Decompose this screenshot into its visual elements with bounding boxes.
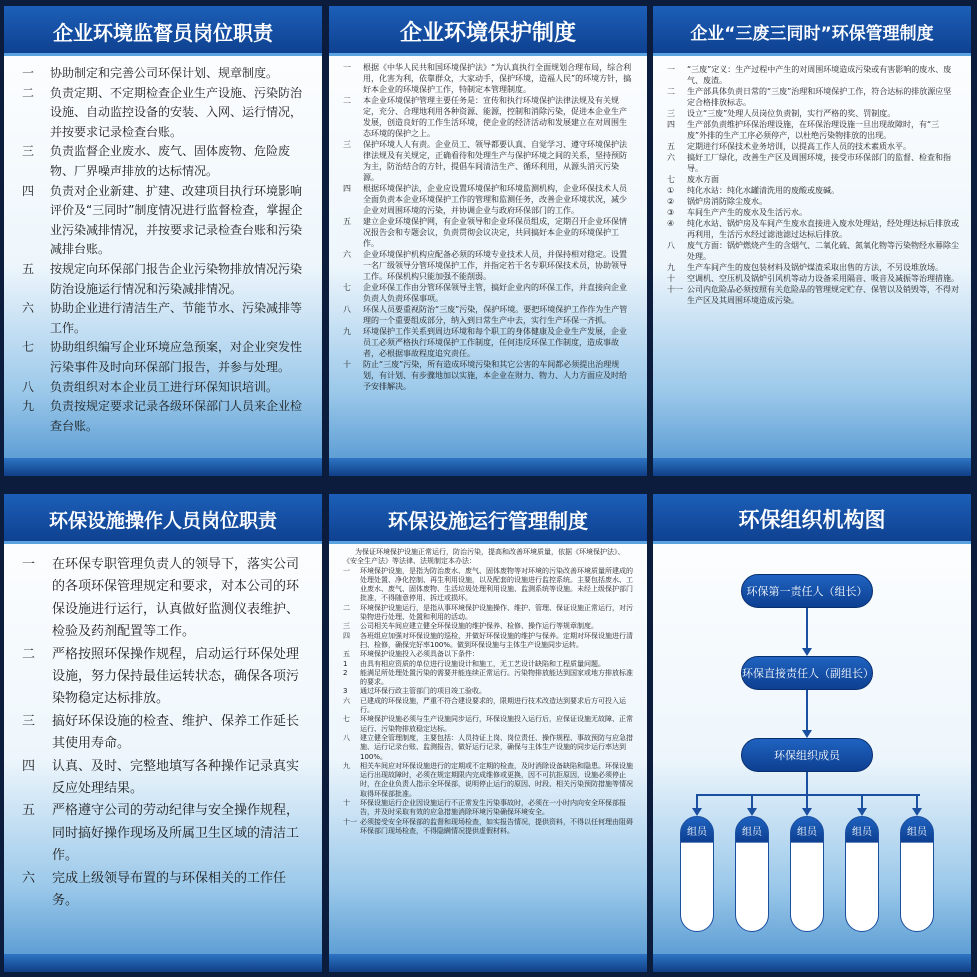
item-text: 协助制定和完善公司环保计划、规章制度。	[50, 66, 279, 80]
panel-footer-bar	[329, 954, 647, 972]
item-number: 七	[22, 340, 35, 355]
item-text: 生产部负责维护环保治理设施，在环保治理设施一旦出现故障时，有“三废”外排的生产工序必须停产，以杜绝污染物排放的出现。	[687, 120, 940, 140]
list-item	[667, 119, 959, 141]
panel-footer-bar	[329, 458, 647, 476]
connector-line	[696, 794, 920, 796]
arrow-down-icon	[802, 808, 812, 816]
item-number: 十	[667, 274, 675, 283]
list-item	[343, 734, 633, 762]
item-text: 环境保护工作关系到周边环境和每个职工的身体健康及企业生产发展，企业员工必须严格执行环境保护工作制度，任何违反环保工作制度，造成事故者，必根据事故程度追究责任。	[363, 327, 627, 358]
item-text: 生产车间产生的废包装材料及锅炉煤渣采取出售的方法，不另设堆放场。	[687, 263, 943, 272]
item-number: 四	[22, 183, 35, 198]
list-item	[343, 622, 633, 631]
item-text: 车间生产产生的废水及生活污水。	[687, 208, 807, 217]
panel-title: 企业“三废三同时”环保管理制度	[653, 6, 971, 56]
arrow-down-icon	[912, 808, 922, 816]
panel-operator-duties	[4, 494, 322, 972]
list-item	[343, 567, 633, 604]
item-number: 二	[343, 603, 350, 612]
item-text: 通过环保行政主管部门的项目竣工验收。	[360, 687, 486, 696]
item-text: 公司相关车间应建立健全环保设施的维护保养、检修、操作运行等规章制度。	[360, 622, 598, 631]
panel-title: 环保组织机构图	[653, 494, 971, 544]
list-item	[22, 644, 306, 711]
item-number: 三	[343, 622, 350, 631]
item-number: 九	[343, 327, 351, 336]
list-item	[22, 84, 306, 143]
list-item	[667, 174, 959, 185]
panel-title: 企业环境保护制度	[329, 6, 647, 56]
list-item	[343, 183, 633, 216]
item-text: 各班组应加强对环保设施的巡检，并做好环保设施的维护与保养。定期对环保设施进行清扫、检修，确保完好率100%。做到环保设施与主体生产设施同步运转。	[360, 631, 633, 649]
panel-footer-bar	[4, 458, 322, 476]
item-text: 废水方面	[687, 175, 719, 184]
item-text: “三废”定义：生产过程中产生的对周围环境造成污染或有害影响的废水、废气、废渣。	[687, 65, 952, 85]
panel-title: 环保设施操作人员岗位职责	[4, 494, 322, 544]
rule-list	[667, 64, 959, 450]
arrow-down-icon	[747, 808, 757, 816]
org-level3-box: 环保组织成员	[741, 738, 873, 772]
item-number: 五	[343, 217, 351, 226]
list-item	[22, 260, 306, 299]
item-number: 四	[667, 120, 675, 129]
item-text: 建立企业环境保护网，有企业领导和企业环保员组成，定期召开企业环保情况报告会和专题会议，负责贯彻会议决定，共同搞好本企业的环境保护工作。	[363, 217, 627, 248]
item-number: 十一	[667, 285, 683, 294]
list-item	[667, 141, 959, 152]
arrow-down-icon	[802, 730, 812, 738]
list-item	[22, 756, 306, 801]
list-item	[22, 868, 306, 913]
list-item	[343, 818, 633, 837]
item-text: 定期进行环保技术业务培训，以提高工作人员的技术素质水平。	[687, 142, 911, 151]
list-item	[343, 799, 633, 818]
item-number: 五	[667, 142, 675, 151]
item-number: 四	[343, 184, 351, 193]
panel-env-protection-system	[329, 6, 647, 476]
list-item	[343, 62, 633, 95]
item-number: 3	[343, 687, 348, 696]
panel-org-chart	[653, 494, 971, 972]
item-number: 1	[343, 659, 348, 668]
item-text: 负责按规定要求记录各级环保部门人员来企业检查台账。	[50, 399, 303, 433]
item-text: 负责对企业新建、扩建、改建项目执行环境影响评价及“三同时”制度情况进行监督检查，掌握企业污染减排情况，并按要求记录检查台账和污染减排台账。	[50, 183, 303, 257]
list-item	[667, 108, 959, 119]
duty-list	[22, 554, 306, 946]
item-number: ②	[667, 197, 675, 206]
org-member-box	[845, 816, 879, 932]
item-text: 锅炉房消防除尘废水。	[687, 197, 767, 206]
item-number: 三	[22, 144, 35, 159]
item-number: 五	[22, 261, 35, 276]
org-member-box	[790, 816, 824, 932]
item-number: 四	[22, 758, 36, 774]
item-number: 七	[667, 175, 675, 184]
connector-line	[806, 608, 808, 648]
list-item	[22, 800, 306, 867]
list-item	[22, 711, 306, 756]
list-item	[343, 697, 633, 716]
item-text: 废气方面：锅炉燃烧产生的含烟气、二氧化硫、氮氧化物等污染物经水幕除尘处理。	[687, 241, 959, 261]
item-text: 保护环境人人有责。企业员工、领导都要认真、自觉学习、遵守环境保护法律法规及有关规定，正确看待和处理生产与保护环境之间的关系，坚持预防为主，防治结合的方针，提倡车间清洁生产、循环利用，从源头消灭污染源。	[363, 140, 627, 182]
item-number: 六	[343, 696, 350, 705]
item-text: 环境保护设施必须与生产设施同步运行，环保设施投入运行后，应保证设施无故障、正常运行、污染物排放稳定达标。	[360, 715, 633, 733]
item-text: 环境保护设施投入必须具备以下条件：	[360, 650, 479, 659]
item-text: 能满足所处理处置污染的需要并能连续正常运行。污染物排放能达到国家或地方排放标准的要求。	[360, 668, 633, 687]
item-number: ③	[667, 208, 675, 217]
item-number: 八	[667, 241, 675, 250]
list-item	[667, 218, 959, 240]
item-number: 2	[343, 668, 348, 677]
org-member-label: 组员	[687, 827, 707, 838]
list-item	[667, 262, 959, 273]
list-item	[22, 299, 306, 338]
org-member-label: 组员	[742, 827, 762, 838]
item-number: 六	[22, 301, 35, 316]
item-number: 十	[343, 799, 350, 808]
item-text: 搞好工厂绿化，改善生产区及周围环境，接受市环保部门的监督、检查和指导。	[687, 153, 951, 173]
list-item	[667, 196, 959, 207]
list-item	[343, 216, 633, 249]
list-item	[22, 397, 306, 436]
list-item	[667, 240, 959, 262]
item-text: 负责组织对本企业员工进行环保知识培训。	[50, 379, 279, 394]
item-text: 企业环境保护机构应配备必须的环境专业技术人员，并保持相对稳定。设置一名厂级领导分管环境保护工作，并指定若干名专职环保技术员，协助领导工作。环保机构只能加强不能削弱。	[363, 250, 627, 281]
item-text: 企业环保工作由分管环保领导主管，搞好企业内的环保工作，并直接向企业负责人负责环保事项。	[363, 283, 627, 303]
item-number: 二	[667, 87, 675, 96]
item-number: ④	[667, 219, 675, 228]
list-item	[22, 142, 306, 181]
item-number: 三	[22, 713, 36, 729]
item-text: 空调机、空压机及锅炉引风机等动力设备采用隔音、吸音及减振等治理措施。	[687, 274, 959, 283]
item-number: 九	[22, 399, 35, 414]
list-item	[343, 669, 633, 688]
org-member-box	[680, 816, 714, 932]
item-text: 纯化水站、锅炉房及车间产生废水直接进入废水处理站，经处理达标后排放或再利用，生活污水经过滤池滤过达标后排放。	[687, 219, 959, 239]
item-text: 相关车间应对环保设施进行的定期或不定期的检查，及时消除设备缺陷和隐患。环保设施运行出现故障时，必须在规定期限内完成维修或更换，因不可抗拒原因，设施必须停止时，在企业负责人指示全环保部，说明停止运行的原因、时段、相关污染预防措施等情况取得环保部批准。	[360, 761, 633, 798]
item-number: ①	[667, 186, 675, 195]
item-text: 在环保专职管理负责人的领导下，落实公司的各项环保管理规定和要求，对本公司的环保设施进行运行，认真做好监测仪表维护、检验及药剂配置等工作。	[52, 557, 300, 640]
list-item	[22, 554, 306, 644]
item-number: 五	[343, 650, 350, 659]
item-text: 必须接受安全环保部的监督和现场检查，如实报告情况，提供资料，不得以任何理由阻碍环保部门现场检查，不得隐瞒情况提供虚假材料。	[360, 817, 633, 835]
item-number: 五	[22, 803, 36, 819]
item-text: 建立健全管理制度，主要包括：人员持证上岗、岗位责任、操作规程、事故预防与应急措施、运行记录台账、监测报告，做好运行记录，确保与主体生产设施的同步运行率达到100%。	[360, 733, 633, 761]
item-text: 根据《中华人民共和国环境保护法》“为认真执行全面规划合理布局，综合利用，化害为利，依靠群众，大家动手，保护环境，造福人民”的环境方针，搞好本企业的环境保护工作，特制定本管理制度。	[363, 63, 632, 94]
item-text: 根据环境保护法，企业应设置环境保护和环境监测机构，企业环保技术人员全面负责本企业环境保护工作的管理和监测任务，改善企业环境状况，减少企业对周围环境的污染，并协调企业与政府环保部门的工作。	[363, 184, 627, 215]
panel-env-supervisor-duties	[4, 6, 322, 476]
list-item	[22, 338, 306, 377]
item-number: 六	[22, 870, 36, 886]
org-level1-box: 环保第一责任人（组长）	[741, 574, 873, 608]
item-number: 三	[343, 140, 351, 149]
item-number: 十一	[343, 817, 357, 826]
panel-title: 环保设施运行管理制度	[329, 494, 647, 544]
list-item	[343, 304, 633, 326]
item-text: 负责监督企业废水、废气、固体废物、危险废物、厂界噪声排放的达标情况。	[50, 144, 291, 178]
item-number: 十	[343, 360, 351, 369]
list-item	[343, 139, 633, 183]
item-number: 七	[343, 715, 350, 724]
panel-title: 企业环境监督员岗位职责	[4, 6, 322, 56]
item-number: 八	[343, 305, 351, 314]
item-number: 七	[343, 283, 351, 292]
list-item	[343, 715, 633, 734]
org-level2-box: 环保直接责任人（副组长）	[741, 656, 873, 690]
item-text: 按规定向环保部门报告企业污染物排放情况污染防治设施运行情况和污染减排情况。	[50, 261, 303, 296]
connector-line	[806, 690, 808, 730]
item-number: 九	[343, 761, 350, 770]
list-item	[343, 687, 633, 696]
item-number: 三	[667, 109, 675, 118]
duty-list	[22, 64, 306, 450]
list-item	[22, 64, 306, 84]
item-text: 生产部具体负责日常的“三废”治理和环境保护工作，符合达标的排放源应坚定合格排放标志。	[687, 87, 952, 107]
item-number: 二	[22, 85, 35, 100]
item-number: 一	[667, 65, 675, 74]
list-item	[343, 359, 633, 392]
panel-footer-bar	[653, 954, 971, 972]
item-number: 二	[22, 646, 36, 662]
intro-text: 为保证环境保护设施正常运行，防治污染，提高和改善环境质量，依据《环境保护法》、《安全生产法》等法律、法规制定本办法：	[343, 548, 625, 566]
item-number: 六	[343, 250, 351, 259]
list-item	[343, 326, 633, 359]
item-text: 防止“三废”污染，所有造成环境污染和其它公害的车间都必须提出治理规划，有计划、有步骤地加以实施，本企业在财力、物力、人力方面应及时给予安排解决。	[363, 360, 627, 391]
item-text: 设立“三废”处理人员岗位负责制，实行严格的奖、罚制度。	[687, 109, 896, 118]
item-number: 八	[22, 379, 35, 394]
org-member-label: 组员	[797, 827, 817, 838]
item-text: 环保人员要重视防治“三废”污染，保护环境。要把环境保护工作作为生产管理的一个重要组成部分，纳入到日常生产中去，实行生产环保一齐抓。	[363, 305, 628, 325]
list-item	[667, 284, 959, 306]
panel-three-wastes-system	[653, 6, 971, 476]
item-number: 一	[22, 66, 35, 80]
org-member-label: 组员	[852, 827, 872, 838]
panel-facility-operation-system	[329, 494, 647, 972]
arrow-down-icon	[692, 808, 702, 816]
list-item	[667, 185, 959, 196]
panel-footer-bar	[4, 954, 322, 972]
item-number: 一	[22, 557, 36, 572]
item-number: 四	[343, 631, 350, 640]
rule-list	[343, 62, 633, 450]
list-item	[667, 207, 959, 218]
item-text: 完成上级领导布置的与环保相关的工作任务。	[52, 870, 287, 909]
item-text: 协助企业进行清洁生产、节能节水、污染减排等工作。	[50, 301, 303, 335]
item-text: 已建成的环保设施，严重不符合建设要求的，限期进行技术改造达到要求后方可投入运行。	[360, 696, 626, 715]
item-text: 负责定期、不定期检查企业生产设施、污染防治设施、自动监控设备的安装、入网、运行情况，并按要求记录检查台账。	[50, 85, 303, 139]
item-text: 纯化水站：纯化水罐清洗用的废酸或废碱。	[687, 186, 839, 195]
item-text: 认真、及时、完整地填写各种操作记录真实反应处理结果。	[52, 758, 300, 797]
item-text: 环保设施运行企业因设施运行不正常发生污染事故时，必须在一小时内向安全环保部报告，并及时采取有效的应急措施消除环境污染确保环境安全。	[360, 799, 626, 817]
list-item	[343, 632, 633, 651]
list-item	[343, 95, 633, 139]
item-text: 严格遵守公司的劳动纪律与安全操作规程，同时搞好操作现场及所属卫生区域的清洁工作。	[52, 803, 300, 864]
item-text: 本企业环境保护管理主要任务是：宣传和执行环境保护法律法规及有关规定，充分、合理地利用各种资源、能源，控制和消除污染，促进本企业生产发展，创造良好的工作生活环境，使企业的经济活动和发展建立在对周围生态环境的保护之上。	[363, 96, 627, 138]
item-text: 协助组织编写企业环境应急预案，对企业突发性污染事件及时向环保部门报告，并参与处理。	[50, 340, 303, 374]
item-number: 八	[343, 733, 350, 742]
list-item	[667, 273, 959, 284]
list-item	[343, 604, 633, 623]
arrow-down-icon	[802, 648, 812, 656]
item-text: 环境保护设施运行，是指从事环境保护设施操作、维护、管理、保证设施正常运行，对污染物进行处理、处置和利用的活动。	[360, 603, 633, 622]
item-number: 一	[343, 63, 351, 72]
list-item	[343, 282, 633, 304]
arrow-down-icon	[857, 808, 867, 816]
list-item	[667, 152, 959, 174]
org-member-box	[900, 816, 934, 932]
list-item	[667, 64, 959, 86]
item-number: 九	[667, 263, 675, 272]
item-text: 公司内危险品必须按照有关危险品的管理规定贮存、保管以及销毁等，不得对生产区及其周围环境造成污染。	[687, 285, 959, 305]
connector-line	[806, 772, 808, 794]
org-member-label: 组员	[907, 827, 927, 838]
item-number: 二	[343, 96, 351, 105]
rule-list	[343, 548, 633, 950]
item-text: 搞好环保设施的检查、维护、保养工作延长其使用寿命。	[52, 713, 300, 752]
item-number: 一	[343, 566, 350, 575]
list-item	[343, 660, 633, 669]
item-text: 由具有相应资质的单位进行设施设计和施工，无工艺设计缺陷和工程质量问题。	[360, 659, 605, 668]
list-item	[22, 378, 306, 398]
list-item	[667, 86, 959, 108]
panel-footer-bar	[653, 458, 971, 476]
item-text: 环境保护设施，是指为防治废水、废气、固体废物等对环境的污染改善环境质量所建成的处理处置、净化控制、再生利用设施，以及配套的设施进行监控系统。主要包括废水、工业废水、废气、固体废物、生活垃圾处理利用设施、监测系统等设施。未经上级保护部门批准，不得随意停用、拆迁或损坏。	[360, 566, 633, 603]
item-text: 严格按照环保操作规程，启动运行环保处理设施，努力保持最佳运转状态，确保各项污染物稳定达标排放。	[52, 646, 300, 707]
list-item	[343, 249, 633, 282]
list-item	[343, 762, 633, 799]
list-item	[343, 650, 633, 659]
list-item	[22, 182, 306, 260]
org-member-box	[735, 816, 769, 932]
item-number: 六	[667, 153, 675, 162]
